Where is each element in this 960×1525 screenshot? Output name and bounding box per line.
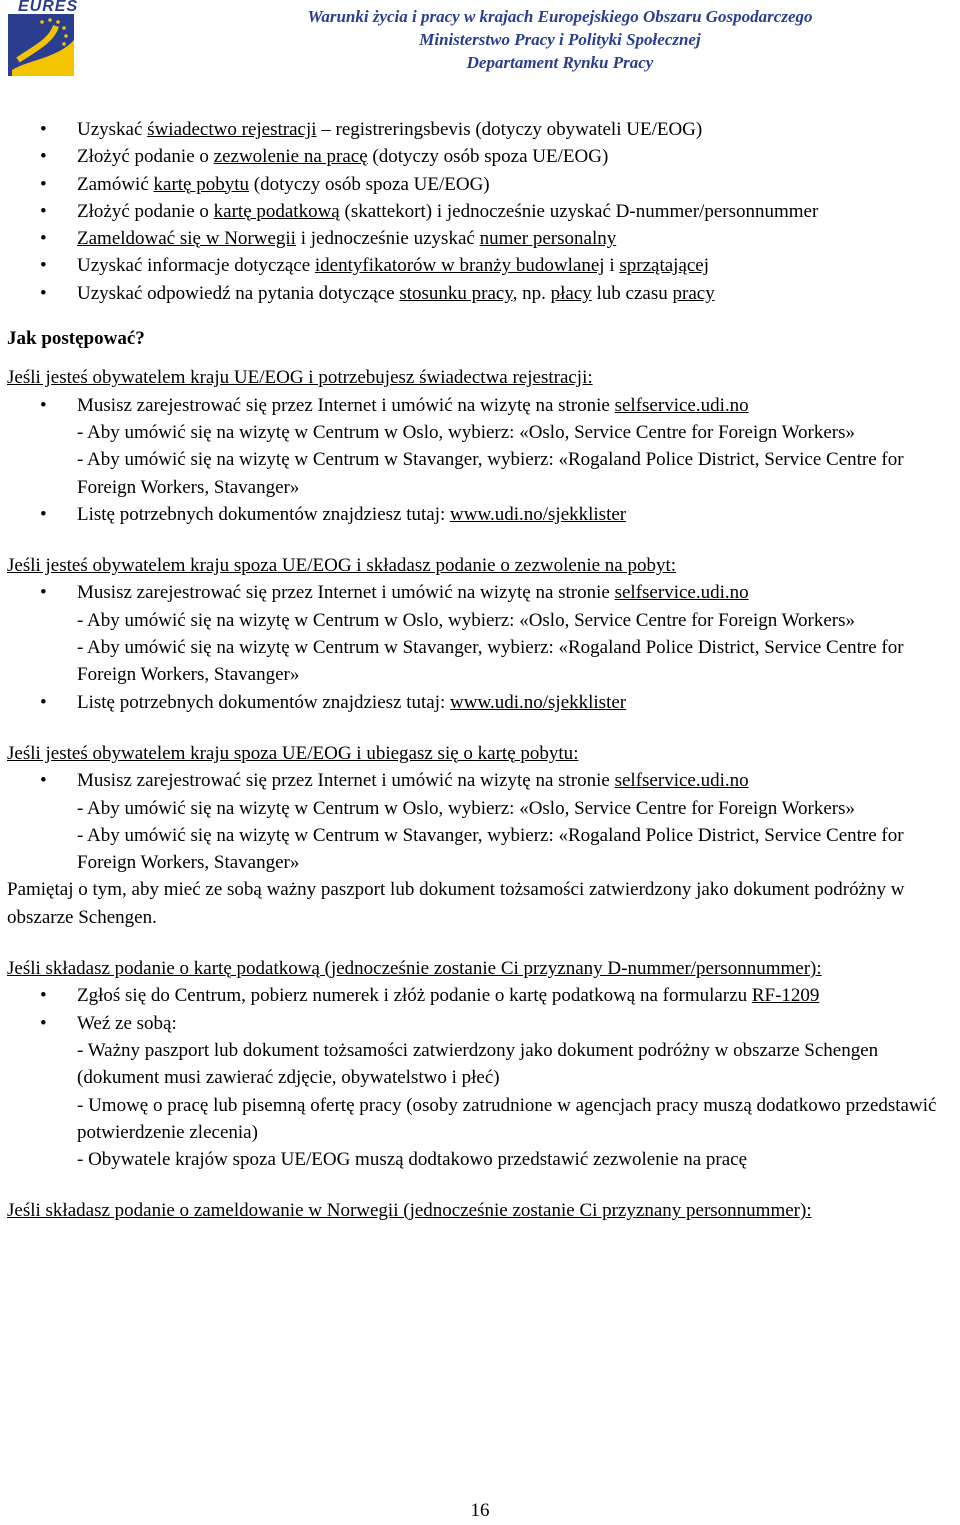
link[interactable]: identyfikatorów w branży budowlanej xyxy=(314,255,605,277)
list-item: • Listę potrzebnych dokumentów znajdziesz tutaj: www.udi.no/sjekklister xyxy=(7,689,957,716)
required-document: - Umowę o pracę lub pisemną ofertę pracy (osoby zatrudnione w agencjach pracy muszą dodatkowo przedstawić potwierdzenie zlecenia) xyxy=(77,1094,937,1143)
page-number: 16 xyxy=(470,1500,490,1521)
link[interactable]: Zameldować się w Norwegii xyxy=(77,228,296,250)
section-heading: Jak postępować? xyxy=(7,328,145,350)
oslo-instruction: - Aby umówić się na wizytę w Centrum w Oslo, wybierz: «Oslo, Service Centre for Foreign Workers» xyxy=(77,609,856,631)
link[interactable]: świadectwo rejestracji xyxy=(147,119,317,140)
list-item: • Zameldować się w Norwegii i jednocześnie uzyskać numer personalny xyxy=(7,225,957,252)
list-item: • Musisz zarejestrować się przez Internet i umówić na wizytę na stronie selfservice.udi.no xyxy=(7,579,957,606)
section-residence-permit xyxy=(7,552,957,716)
section-registration-norway xyxy=(7,1197,957,1224)
list-item: • Uzyskać odpowiedź na pytania dotyczące stosunku pracy, np. płacy lub czasu pracy xyxy=(7,280,957,307)
logo-text: EURES xyxy=(18,0,79,15)
required-document: - Ważny paszport lub dokument tożsamości zatwierdzony jako dokument podróżny w obszarze Schengen (dokument musi zawierać zdjęcie, obywatelstwo i płeć) xyxy=(77,1039,879,1089)
steps-list xyxy=(7,116,957,307)
section-tax-card xyxy=(7,955,957,1173)
link[interactable]: kartę pobytu xyxy=(153,173,250,195)
header-line-2: Ministerstwo Pracy i Polityki Społecznej xyxy=(419,30,701,49)
link[interactable]: RF-1209 xyxy=(751,985,820,1007)
stavanger-instruction: - Aby umówić się na wizytę w Centrum w Stavanger, wybierz: «Rogaland Police District, Service Centre for Foreign Workers, Stavanger» xyxy=(77,637,904,686)
link[interactable]: płacy xyxy=(550,282,592,304)
list-item: • Złożyć podanie o kartę podatkową (skattekort) i jednocześnie uzyskać D-nummer/personnummer xyxy=(7,198,957,225)
section-title: Jeśli jesteś obywatelem kraju spoza UE/EOG i ubiegasz się o kartę pobytu: xyxy=(7,742,579,764)
list-item: • Zamówić kartę pobytu (dotyczy osób spoza UE/EOG) xyxy=(7,171,957,198)
passport-note: Pamiętaj o tym, aby mieć ze sobą ważny paszport lub dokument tożsamości zatwierdzony jako dokument podróżny w obszarze Schengen. xyxy=(7,879,905,928)
stavanger-instruction: - Aby umówić się na wizytę w Centrum w Stavanger, wybierz: «Rogaland Police District, Service Centre for Foreign Workers, Stavanger» xyxy=(77,449,904,498)
link[interactable]: www.udi.no/sjekklister xyxy=(450,691,627,713)
list-item: • Zgłoś się do Centrum, pobierz numerek i złóż podanie o kartę podatkową na formularzu RF-1209 xyxy=(7,982,957,1009)
page-header xyxy=(160,5,960,74)
section-title: Jeśli jesteś obywatelem kraju UE/EOG i potrzebujesz świadectwa rejestracji: xyxy=(7,367,593,389)
oslo-instruction: - Aby umówić się na wizytę w Centrum w Oslo, wybierz: «Oslo, Service Centre for Foreign Workers» xyxy=(77,421,856,443)
link[interactable]: stosunku pracy xyxy=(399,282,513,304)
oslo-instruction: - Aby umówić się na wizytę w Centrum w Oslo, wybierz: «Oslo, Service Centre for Foreign Workers» xyxy=(77,797,856,819)
list-item: • Weź ze sobą: xyxy=(7,1010,957,1037)
list-item: • Uzyskać świadectwo rejestracji – registreringsbevis (dotyczy obywateli UE/EOG) xyxy=(7,116,957,143)
list-item: • Listę potrzebnych dokumentów znajdziesz tutaj: www.udi.no/sjekklister xyxy=(7,501,957,528)
required-document: - Obywatele krajów spoza UE/EOG muszą dodtakowo przedstawić zezwolenie na pracę xyxy=(77,1149,748,1171)
link[interactable]: zezwolenie na pracę xyxy=(213,146,368,168)
list-item: • Musisz zarejestrować się przez Internet i umówić na wizytę na stronie selfservice.udi.no xyxy=(7,767,957,794)
link[interactable]: pracy xyxy=(672,282,715,304)
link[interactable]: selfservice.udi.no xyxy=(614,394,749,416)
link[interactable]: www.udi.no/sjekklister xyxy=(450,503,627,525)
link[interactable]: sprzątającej xyxy=(619,255,710,277)
link[interactable]: kartę podatkową xyxy=(213,200,340,222)
header-line-1: Warunki życia i pracy w krajach Europejskiego Obszaru Gospodarczego xyxy=(307,7,813,26)
list-item: • Złożyć podanie o zezwolenie na pracę (dotyczy osób spoza UE/EOG) xyxy=(7,143,957,170)
link[interactable]: selfservice.udi.no xyxy=(614,582,749,604)
section-title: Jeśli jesteś obywatelem kraju spoza UE/EOG i składasz podanie o zezwolenie na pobyt: xyxy=(7,555,677,577)
section-title: Jeśli składasz podanie o zameldowanie w Norwegii (jednocześnie zostanie Ci przyznany personnummer): xyxy=(7,1200,812,1222)
link[interactable]: numer personalny xyxy=(479,228,617,250)
header-line-3: Departament Rynku Pracy xyxy=(466,53,654,72)
document-body xyxy=(7,116,957,1225)
list-item: • Musisz zarejestrować się przez Internet i umówić na wizytę na stronie selfservice.udi.no xyxy=(7,392,957,419)
list-item: • Uzyskać informacje dotyczące identyfikatorów w branży budowlanej i sprzątającej xyxy=(7,252,957,279)
stavanger-instruction: - Aby umówić się na wizytę w Centrum w Stavanger, wybierz: «Rogaland Police District, Service Centre for Foreign Workers, Stavanger» xyxy=(77,824,904,874)
link[interactable]: selfservice.udi.no xyxy=(614,770,749,792)
section-title: Jeśli składasz podanie o kartę podatkową (jednocześnie zostanie Ci przyznany D-nummer/personnummer): xyxy=(7,958,822,980)
section-residence-card xyxy=(7,740,957,931)
section-eu-registration xyxy=(7,364,957,528)
